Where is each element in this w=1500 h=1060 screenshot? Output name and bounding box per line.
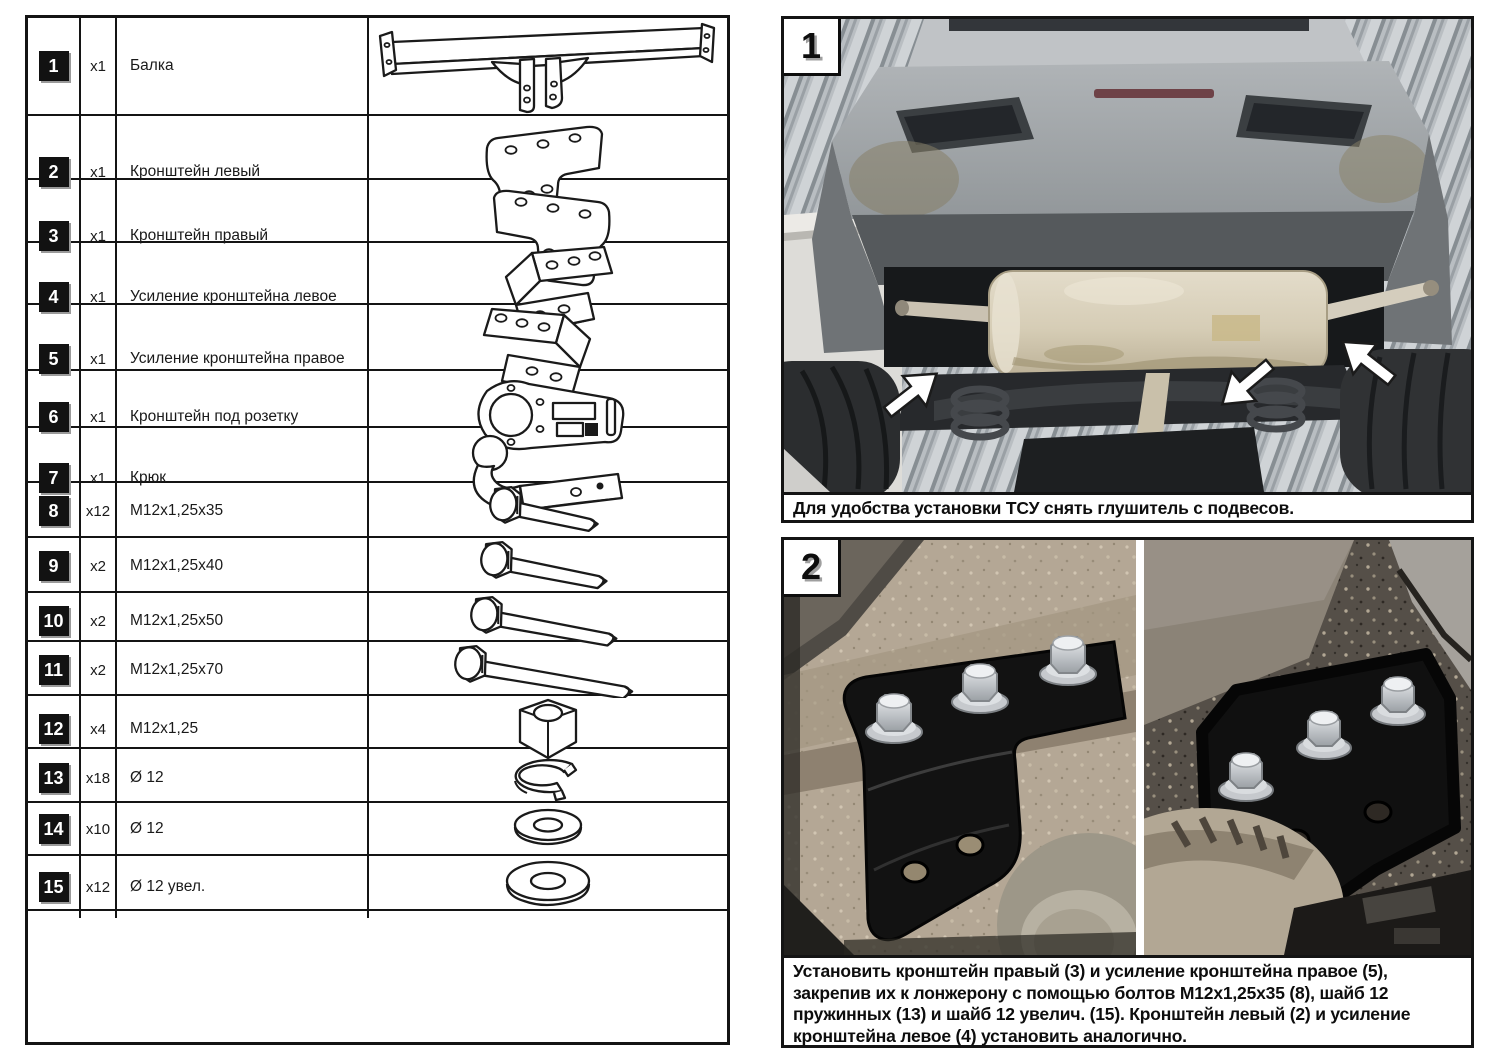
step-2-panel	[781, 537, 1474, 1048]
bracket-hole	[957, 835, 983, 855]
part-label: Ø 12	[117, 803, 369, 855]
part-drawing-cell	[369, 593, 727, 649]
table-row	[28, 180, 727, 246]
table-row	[28, 116, 727, 180]
table-row	[28, 593, 727, 642]
table-row	[28, 856, 727, 911]
table-row	[28, 696, 727, 749]
part-qty: x2	[81, 642, 117, 698]
bolt-40-drawing	[470, 538, 626, 594]
empty-footer-cell	[28, 911, 727, 1042]
part-number-badge: 4	[39, 282, 69, 312]
bolt-70-drawing	[444, 642, 652, 698]
photo-divider	[1136, 540, 1144, 955]
part-drawing-cell	[369, 856, 727, 918]
part-number-badge: 2	[39, 157, 69, 187]
part-qty: x10	[81, 803, 117, 855]
part-label: М12х1,25	[117, 696, 369, 762]
part-qty: x1	[81, 18, 117, 114]
part-qty: x2	[81, 538, 117, 594]
part-number-badge: 12	[39, 714, 69, 744]
table-row	[28, 243, 727, 305]
exhaust-tip-left	[895, 300, 909, 316]
part-label: М12х1,25х40	[117, 538, 369, 594]
part-label: Кронштейн под розетку	[117, 371, 369, 463]
big-washer-drawing	[494, 856, 602, 918]
part-label: М12х1,25х70	[117, 642, 369, 698]
table-row	[28, 749, 727, 803]
tailgate-glass-edge	[949, 19, 1309, 31]
part-label: Ø 12 увел.	[117, 856, 369, 918]
step2-photo-left	[784, 540, 1136, 955]
part-number-badge: 6	[39, 402, 69, 432]
bracket-hole	[902, 862, 928, 882]
part-label: Ø 12	[117, 749, 369, 807]
part-number-badge: 14	[39, 814, 69, 844]
part-number-badge: 11	[39, 655, 69, 685]
step1-photo	[784, 19, 1471, 492]
part-label: Усиление кронштейна правое	[117, 305, 369, 413]
brake-light	[1094, 89, 1214, 98]
part-drawing-cell	[369, 18, 727, 114]
table-row	[28, 18, 727, 116]
part-qty: x12	[81, 483, 117, 539]
part-label: Кронштейн левый	[117, 116, 369, 228]
part-label: Кронштейн правый	[117, 180, 369, 292]
part-number-badge: 7	[39, 463, 69, 493]
part-number-badge: 10	[39, 606, 69, 636]
car-underside-photo	[784, 19, 1471, 492]
parts-table	[25, 15, 730, 1045]
part-drawing-cell	[369, 803, 727, 855]
step2-caption: Установить кронштейн правый (3) и усиление кронштейна правое (5), закрепив их к лонжерону с помощью болтов М12х1,25х35 (8), шайб 12 пружинных (13) и шайб 12 увелич. (15). Кронштейн левый (2) и усиление кронштейна левое (4) установить аналогично.	[784, 955, 1471, 1045]
table-row	[28, 483, 727, 538]
muffler	[989, 271, 1327, 377]
bolt-50-drawing	[460, 593, 636, 649]
part-qty: x1	[81, 305, 117, 413]
dirt-patch	[1339, 135, 1429, 203]
bolt-35-drawing	[479, 483, 617, 539]
part-drawing-cell	[369, 749, 727, 807]
tire-right	[1340, 349, 1471, 492]
step-number-badge	[784, 540, 841, 597]
part-number-badge: 9	[39, 551, 69, 581]
dirt-patch	[849, 141, 959, 217]
machinery-part	[1394, 928, 1440, 944]
part-label: Крюк	[117, 428, 369, 528]
exhaust-tip-right	[1423, 280, 1439, 296]
table-row	[28, 642, 727, 696]
table-row	[28, 803, 727, 856]
part-label: Усиление кронштейна левое	[117, 243, 369, 351]
step-number-badge	[784, 19, 841, 76]
part-number-badge: 13	[39, 763, 69, 793]
part-number-badge: 15	[39, 872, 69, 902]
part-qty: x1	[81, 243, 117, 351]
bracket-hole	[1365, 802, 1391, 822]
part-qty: x4	[81, 696, 117, 762]
part-label: М12х1,25х35	[117, 483, 369, 539]
step2-photo-right	[1144, 540, 1471, 955]
beam-drawing	[374, 18, 722, 114]
part-drawing-cell	[369, 642, 727, 698]
part-number-badge: 3	[39, 221, 69, 251]
part-number-badge: 1	[39, 51, 69, 81]
part-qty: x2	[81, 593, 117, 649]
step-number: 1	[800, 25, 822, 66]
part-qty: x1	[81, 371, 117, 463]
step2-photos	[784, 540, 1471, 955]
part-number-badge: 8	[39, 496, 69, 526]
spring-washer-drawing	[502, 749, 594, 807]
part-qty: x18	[81, 749, 117, 807]
part-qty: x1	[81, 180, 117, 292]
part-label: М12х1,25х50	[117, 593, 369, 649]
table-row	[28, 305, 727, 371]
table-row	[28, 428, 727, 488]
part-drawing-cell	[369, 538, 727, 594]
flat-washer-drawing	[502, 803, 594, 855]
step-number: 2	[800, 546, 822, 587]
step-1-panel	[781, 16, 1474, 523]
table-row	[28, 371, 727, 428]
table-row	[28, 538, 727, 593]
part-qty: x1	[81, 428, 117, 528]
part-label: Балка	[117, 18, 369, 114]
part-qty: x1	[81, 116, 117, 228]
part-number-badge: 5	[39, 344, 69, 374]
step1-caption: Для удобства установки ТСУ снять глушитель с подвесов.	[784, 492, 1471, 520]
part-qty: x12	[81, 856, 117, 918]
part-drawing-cell	[369, 483, 727, 539]
